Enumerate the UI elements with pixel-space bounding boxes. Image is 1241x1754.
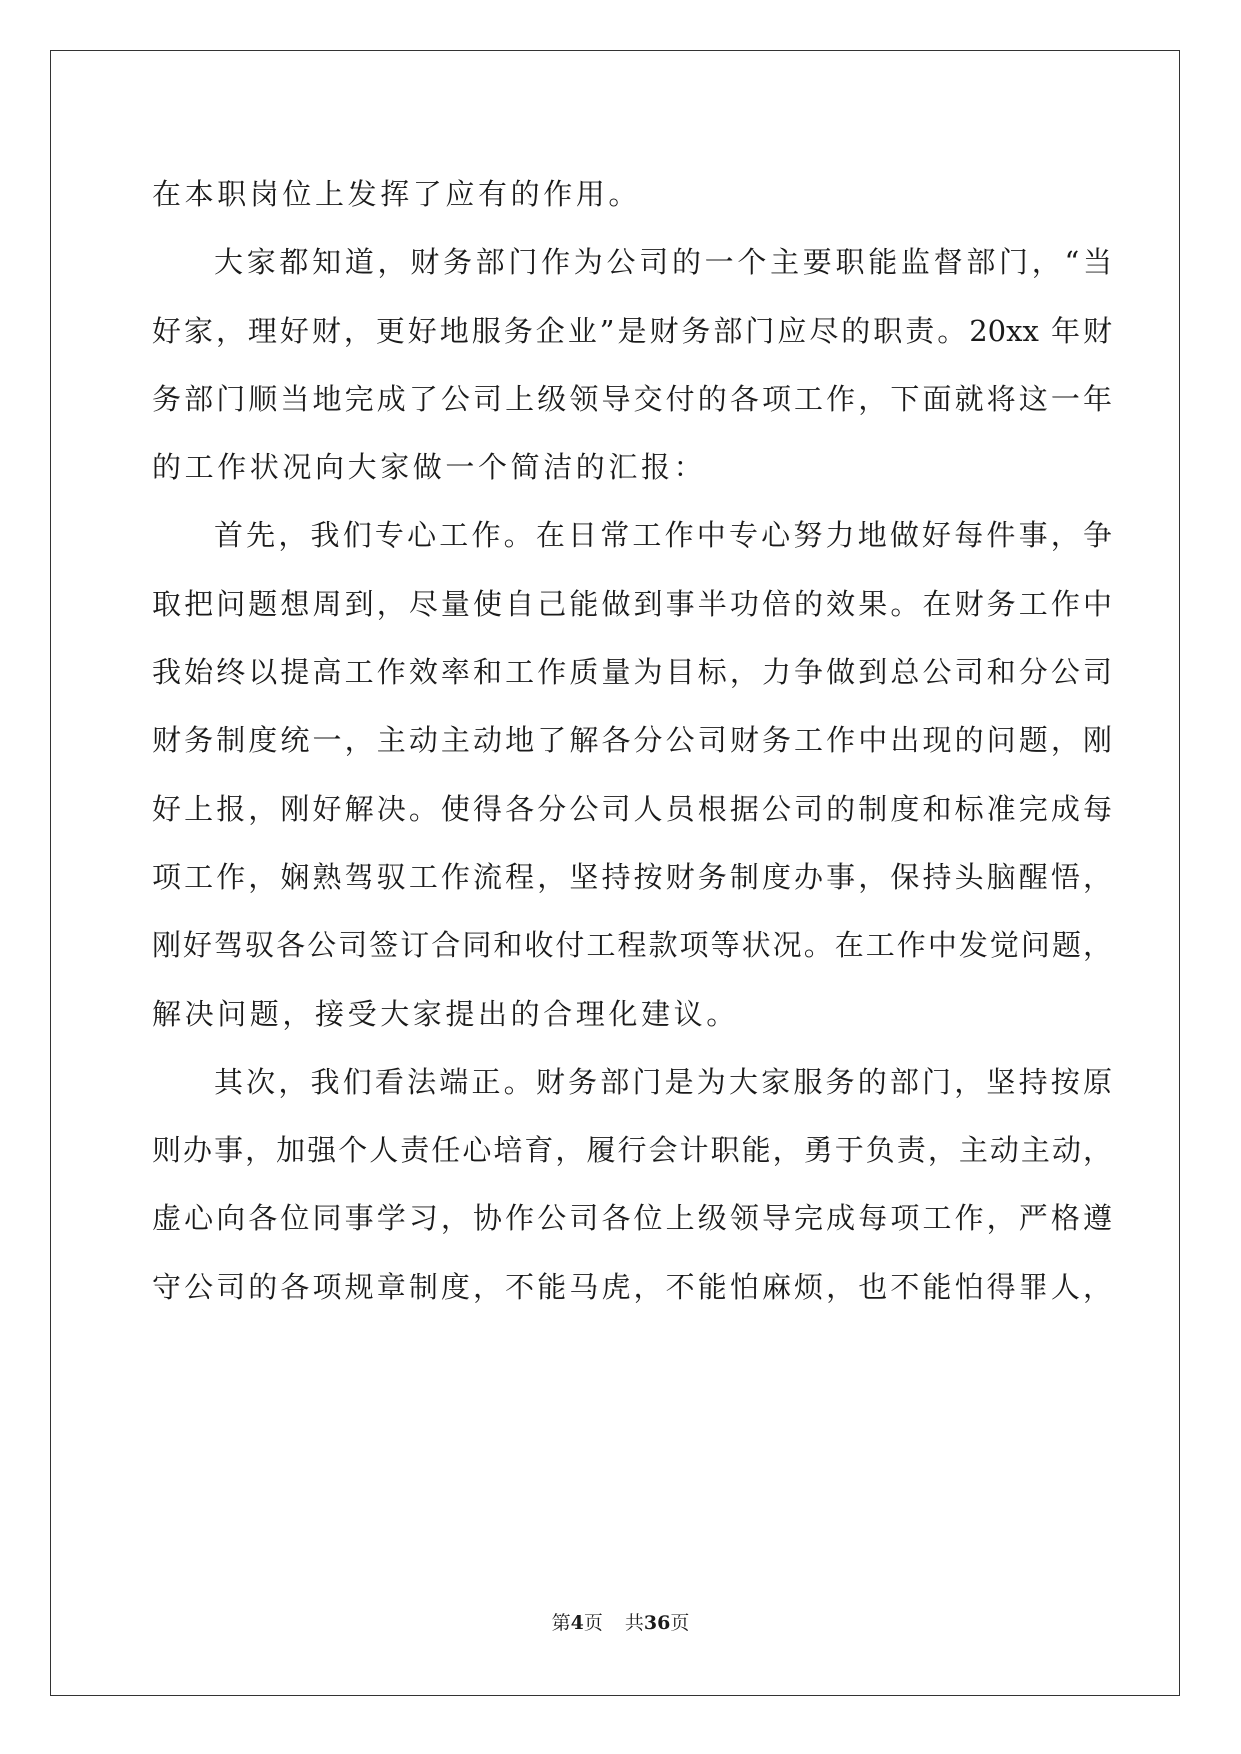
page-prefix: 第 <box>551 1612 571 1634</box>
paragraph-line: 其次，我们看法端正。财务部门是为大家服务的部门，坚持按原 <box>214 1064 1112 1099</box>
paragraph-line: 守公司的各项规章制度，不能马虎，不能怕麻烦，也不能怕得罪人， <box>152 1269 1112 1304</box>
paragraph-line: 则办事，加强个人责任心培育，履行会计职能，勇于负责，主动主动， <box>152 1133 1112 1168</box>
total-prefix: 共 <box>624 1612 644 1634</box>
page-unit: 页 <box>583 1612 603 1634</box>
paragraph-line: 解决问题，接受大家提出的合理化建议。 <box>152 996 739 1031</box>
page-footer <box>0 1608 1241 1635</box>
body-text <box>152 160 1112 1321</box>
paragraph-line: 好上报，刚好解决。使得各分公司人员根据公司的制度和标准完成每 <box>152 791 1112 826</box>
paragraph-line: 取把问题想周到，尽量使自己能做到事半功倍的效果。在财务工作中 <box>152 586 1112 621</box>
paragraph-line: 首先，我们专心工作。在日常工作中专心努力地做好每件事，争 <box>214 518 1112 553</box>
paragraph-line: 的工作状况向大家做一个简洁的汇报： <box>152 450 707 485</box>
paragraph-line: 好家，理好财，更好地服务企业”是财务部门应尽的职责。20xx 年财 <box>152 313 1112 348</box>
paragraph-line: 财务制度统一，主动主动地了解各分公司财务工作中出现的问题，刚 <box>152 723 1112 758</box>
paragraph-line: 务部门顺当地完成了公司上级领导交付的各项工作，下面就将这一年 <box>152 381 1112 416</box>
paragraph-line: 虚心向各位同事学习，协作公司各位上级领导完成每项工作，严格遵 <box>152 1201 1112 1236</box>
page-total: 36 <box>643 1612 671 1634</box>
paragraph-line: 我始终以提高工作效率和工作质量为目标，力争做到总公司和分公司 <box>152 655 1112 690</box>
total-unit: 页 <box>670 1612 690 1634</box>
paragraph-line: 在本职岗位上发挥了应有的作用。 <box>152 177 642 211</box>
paragraph-line: 刚好驾驭各公司签订合同和收付工程款项等状况。在工作中发觉问题， <box>152 928 1112 963</box>
paragraph-line: 大家都知道，财务部门作为公司的一个主要职能监督部门，“当 <box>214 245 1112 280</box>
page-current: 4 <box>570 1612 584 1634</box>
paragraph-line: 项工作，娴熟驾驭工作流程，坚持按财务制度办事，保持头脑醒悟， <box>152 859 1112 894</box>
